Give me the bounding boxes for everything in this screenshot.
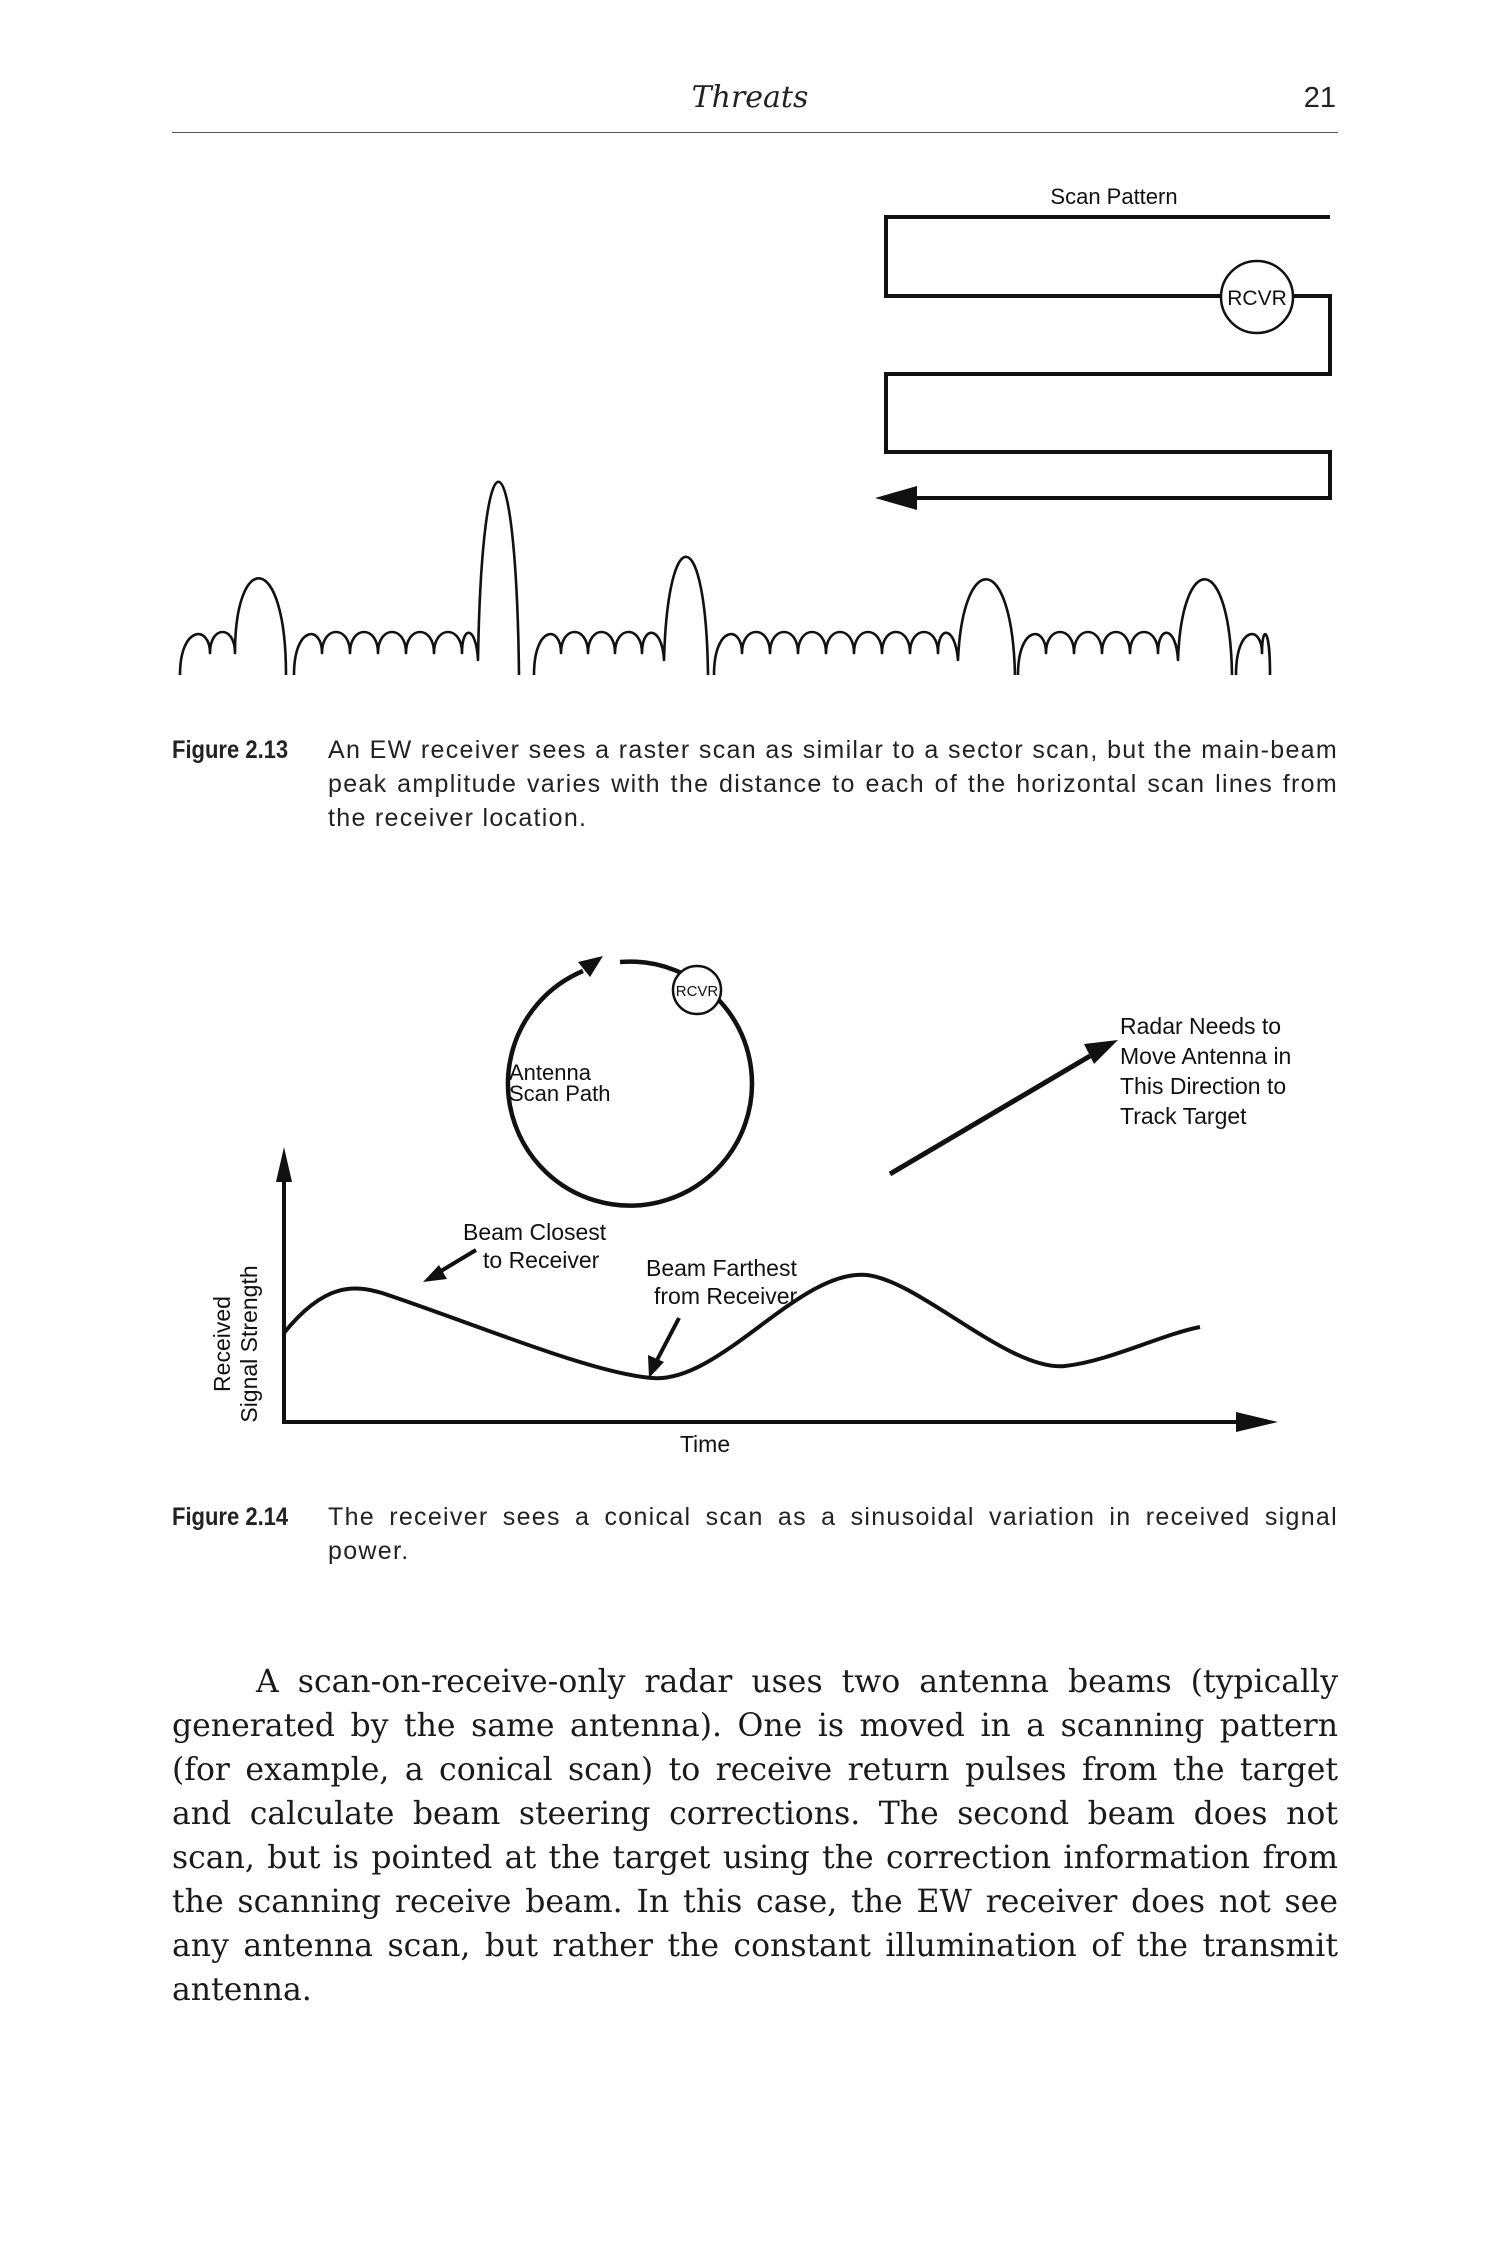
caption-text: The receiver sees a conical scan as a sinusoidal variation in received signal power. (328, 1503, 1338, 1565)
farthest-pointer (656, 1318, 679, 1362)
caption-number: Figure 2.14 (172, 1503, 289, 1531)
antenna-path-label: Antenna Scan Path (509, 1060, 611, 1106)
scan-pattern-label: Scan Pattern (1050, 184, 1178, 209)
page-number: 21 (1303, 82, 1336, 114)
track-direction-arrowhead (1084, 1040, 1118, 1064)
y-axis-label-line1: Received (209, 1296, 235, 1392)
caption-text: An EW receiver sees a raster scan as similar to a sector scan, but the main-beam peak amplitude varies with the distance to each of the horizontal scan lines from the receiver location. (328, 736, 1338, 832)
track-direction-arrow (890, 1056, 1090, 1174)
farthest-label: Beam Farthest from Receiver (646, 1255, 798, 1309)
rcvr-label: RCVR (1227, 287, 1287, 310)
x-axis-arrowhead (1236, 1412, 1278, 1432)
x-axis-label: Time (679, 1431, 731, 1457)
y-axis-arrowhead (276, 1147, 292, 1182)
rcvr-label: RCVR (675, 983, 719, 1000)
caption-number: Figure 2.13 (172, 736, 289, 764)
running-header-title: Threats (691, 80, 809, 115)
closest-label: Beam Closest to Receiver (463, 1219, 607, 1273)
figure-2-14-caption (172, 1500, 1338, 1568)
body-paragraph: A scan-on-receive-only radar uses two antenna beams (typically generated by the same antenna). One is moved in a scanning pattern (for example, a conical scan) to receive return pulses from the target and calculate beam steering corrections. The second beam does not scan, but is pointed at the target using the correction information from the scanning receive beam. In this case, the EW receiver does not see any antenna scan, but rather the constant illumination of the transmit antenna. (172, 1664, 1338, 2008)
y-axis-label-line2: Signal Strength (236, 1265, 262, 1423)
direction-label: Radar Needs to Move Antenna in This Direction to Track Target (1120, 1013, 1292, 1129)
